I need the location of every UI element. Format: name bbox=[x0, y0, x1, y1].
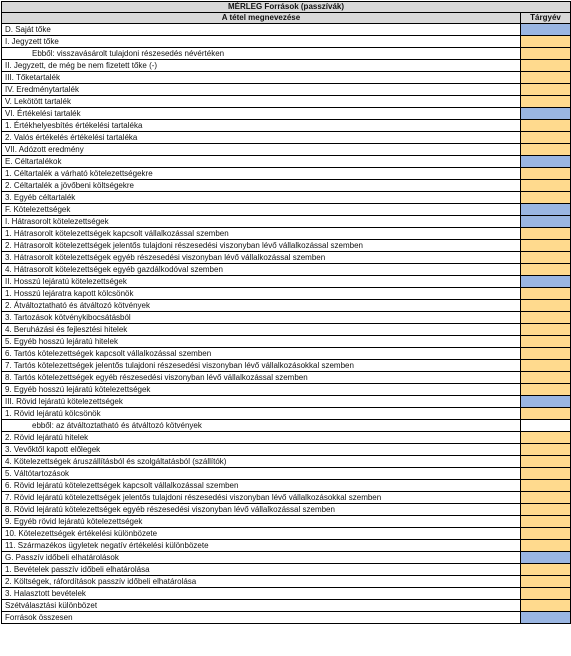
value-cell bbox=[521, 396, 571, 408]
value-cell[interactable] bbox=[521, 240, 571, 252]
value-cell[interactable] bbox=[521, 36, 571, 48]
value-cell[interactable] bbox=[521, 348, 571, 360]
value-cell bbox=[521, 24, 571, 36]
row-label: I. Hátrasorolt kötelezettségek bbox=[2, 216, 521, 228]
table-row bbox=[2, 72, 571, 84]
value-cell[interactable] bbox=[521, 336, 571, 348]
table-row bbox=[2, 588, 571, 600]
table-row bbox=[2, 144, 571, 156]
row-label: 3. Egyéb céltartalék bbox=[2, 192, 521, 204]
value-cell[interactable] bbox=[521, 360, 571, 372]
row-label: 2. Átváltoztatható és átváltozó kötvények bbox=[2, 300, 521, 312]
row-label: 6. Rövid lejáratú kötelezettségek kapcsolt vállalkozással szemben bbox=[2, 480, 521, 492]
row-label: 1. Értékhelyesbítés értékelési tartaléka bbox=[2, 120, 521, 132]
value-cell[interactable] bbox=[521, 60, 571, 72]
value-cell[interactable] bbox=[521, 120, 571, 132]
value-cell[interactable] bbox=[521, 168, 571, 180]
value-cell bbox=[521, 276, 571, 288]
value-cell bbox=[521, 204, 571, 216]
table-row bbox=[2, 216, 571, 228]
table-row bbox=[2, 408, 571, 420]
row-label: E. Céltartalékok bbox=[2, 156, 521, 168]
table-row bbox=[2, 120, 571, 132]
row-label: 2. Céltartalék a jövőbeni költségekre bbox=[2, 180, 521, 192]
table-row bbox=[2, 132, 571, 144]
table-row bbox=[2, 432, 571, 444]
table-row bbox=[2, 156, 571, 168]
row-label: III. Tőketartalék bbox=[2, 72, 521, 84]
table-row bbox=[2, 108, 571, 120]
column-header-year: Tárgyév bbox=[521, 13, 571, 24]
row-label: 1. Hátrasorolt kötelezettségek kapcsolt vállalkozással szemben bbox=[2, 228, 521, 240]
row-label: 1. Rövid lejáratú kölcsönök bbox=[2, 408, 521, 420]
row-label: V. Lekötött tartalék bbox=[2, 96, 521, 108]
value-cell[interactable] bbox=[521, 516, 571, 528]
row-label: Források összesen bbox=[2, 612, 521, 624]
value-cell[interactable] bbox=[521, 528, 571, 540]
value-cell[interactable] bbox=[521, 264, 571, 276]
value-cell[interactable] bbox=[521, 384, 571, 396]
value-cell[interactable] bbox=[521, 444, 571, 456]
value-cell[interactable] bbox=[521, 84, 571, 96]
table-header-row bbox=[2, 13, 571, 24]
table-row bbox=[2, 300, 571, 312]
table-row bbox=[2, 528, 571, 540]
row-label: II. Hosszú lejáratú kötelezettségek bbox=[2, 276, 521, 288]
table-row bbox=[2, 372, 571, 384]
table-row bbox=[2, 468, 571, 480]
value-cell[interactable] bbox=[521, 132, 571, 144]
row-label: 5. Egyéb hosszú lejáratú hitelek bbox=[2, 336, 521, 348]
value-cell[interactable] bbox=[521, 192, 571, 204]
table-row bbox=[2, 456, 571, 468]
value-cell[interactable] bbox=[521, 144, 571, 156]
table-row bbox=[2, 60, 571, 72]
row-label: 1. Céltartalék a várható kötelezettségekre bbox=[2, 168, 521, 180]
table-row bbox=[2, 444, 571, 456]
row-label: 4. Beruházási és fejlesztési hitelek bbox=[2, 324, 521, 336]
table-row bbox=[2, 48, 571, 60]
value-cell[interactable] bbox=[521, 372, 571, 384]
value-cell[interactable] bbox=[521, 492, 571, 504]
table-row bbox=[2, 360, 571, 372]
row-label: Szétválasztási különbözet bbox=[2, 600, 521, 612]
table-row bbox=[2, 204, 571, 216]
row-label: 7. Tartós kötelezettségek jelentős tulajdoni részesedési viszonyban lévő vállalkozásokkal szemben bbox=[2, 360, 521, 372]
value-cell[interactable] bbox=[521, 480, 571, 492]
table-row bbox=[2, 180, 571, 192]
row-label: 5. Váltótartozások bbox=[2, 468, 521, 480]
table-row bbox=[2, 504, 571, 516]
row-label: F. Kötelezettségek bbox=[2, 204, 521, 216]
row-label: IV. Eredménytartalék bbox=[2, 84, 521, 96]
value-cell[interactable] bbox=[521, 576, 571, 588]
table-row bbox=[2, 420, 571, 432]
table-row bbox=[2, 264, 571, 276]
row-label: VI. Értékelési tartalék bbox=[2, 108, 521, 120]
value-cell bbox=[521, 552, 571, 564]
row-label: 3. Tartozások kötvénykibocsátásból bbox=[2, 312, 521, 324]
value-cell[interactable] bbox=[521, 48, 571, 60]
value-cell bbox=[521, 420, 571, 432]
value-cell[interactable] bbox=[521, 300, 571, 312]
row-label: 8. Tartós kötelezettségek egyéb részesedési viszonyban lévő vállalkozással szemben bbox=[2, 372, 521, 384]
table-row bbox=[2, 324, 571, 336]
table-row bbox=[2, 600, 571, 612]
row-label: 9. Egyéb hosszú lejáratú kötelezettségek bbox=[2, 384, 521, 396]
balance-sheet-table bbox=[1, 1, 571, 624]
value-cell bbox=[521, 156, 571, 168]
value-cell[interactable] bbox=[521, 312, 571, 324]
row-label: II. Jegyzett, de még be nem fizetett tőke (-) bbox=[2, 60, 521, 72]
value-cell bbox=[521, 612, 571, 624]
value-cell[interactable] bbox=[521, 564, 571, 576]
value-cell bbox=[521, 108, 571, 120]
row-label: 4. Kötelezettségek áruszállításból és szolgáltatásból (szállítók) bbox=[2, 456, 521, 468]
row-label: I. Jegyzett tőke bbox=[2, 36, 521, 48]
row-label: 3. Hátrasorolt kötelezettségek egyéb részesedési viszonyban lévő vállalkozással szemben bbox=[2, 252, 521, 264]
value-cell[interactable] bbox=[521, 432, 571, 444]
row-label: 4. Hátrasorolt kötelezettségek egyéb gazdálkodóval szemben bbox=[2, 264, 521, 276]
table-row bbox=[2, 348, 571, 360]
row-label: 9. Egyéb rövid lejáratú kötelezettségek bbox=[2, 516, 521, 528]
table-row bbox=[2, 612, 571, 624]
row-label: 7. Rövid lejáratú kötelezettségek jelentős tulajdoni részesedési viszonyban lévő vállalkozásokkal szemben bbox=[2, 492, 521, 504]
row-label: 3. Halasztott bevételek bbox=[2, 588, 521, 600]
table-row bbox=[2, 168, 571, 180]
row-label: 10. Kötelezettségek értékelési különbözete bbox=[2, 528, 521, 540]
row-label: III. Rövid lejáratú kötelezettségek bbox=[2, 396, 521, 408]
table-row bbox=[2, 336, 571, 348]
table-row bbox=[2, 228, 571, 240]
row-label: Ebből: visszavásárolt tulajdoni részesedés névértéken bbox=[2, 48, 521, 60]
value-cell[interactable] bbox=[521, 588, 571, 600]
table-row bbox=[2, 96, 571, 108]
row-label: 3. Vevőktől kapott előlegek bbox=[2, 444, 521, 456]
table-row bbox=[2, 564, 571, 576]
value-cell[interactable] bbox=[521, 252, 571, 264]
value-cell[interactable] bbox=[521, 72, 571, 84]
row-label: VII. Adózott eredmény bbox=[2, 144, 521, 156]
table-row bbox=[2, 24, 571, 36]
table-row bbox=[2, 576, 571, 588]
table-row bbox=[2, 36, 571, 48]
table-row bbox=[2, 288, 571, 300]
value-cell[interactable] bbox=[521, 288, 571, 300]
table-row bbox=[2, 480, 571, 492]
table-row bbox=[2, 240, 571, 252]
table-row bbox=[2, 84, 571, 96]
row-label: G. Passzív időbeli elhatárolások bbox=[2, 552, 521, 564]
table-row bbox=[2, 516, 571, 528]
table-row bbox=[2, 276, 571, 288]
row-label: 2. Rövid lejáratú hitelek bbox=[2, 432, 521, 444]
value-cell[interactable] bbox=[521, 324, 571, 336]
table-row bbox=[2, 312, 571, 324]
row-label: D. Saját tőke bbox=[2, 24, 521, 36]
value-cell bbox=[521, 216, 571, 228]
table-row bbox=[2, 540, 571, 552]
column-header-name: A tétel megnevezése bbox=[2, 13, 521, 24]
row-label: 6. Tartós kötelezettségek kapcsolt vállalkozással szemben bbox=[2, 348, 521, 360]
value-cell[interactable] bbox=[521, 540, 571, 552]
value-cell[interactable] bbox=[521, 180, 571, 192]
value-cell[interactable] bbox=[521, 468, 571, 480]
value-cell[interactable] bbox=[521, 228, 571, 240]
value-cell[interactable] bbox=[521, 408, 571, 420]
value-cell[interactable] bbox=[521, 504, 571, 516]
table-title: MÉRLEG Források (passzívák) bbox=[2, 2, 571, 13]
row-label: 2. Hátrasorolt kötelezettségek jelentős tulajdoni részesedési viszonyban lévő vállalkozással szemben bbox=[2, 240, 521, 252]
table-row bbox=[2, 552, 571, 564]
table-title-row bbox=[2, 2, 571, 13]
row-label: 8. Rövid lejáratú kötelezettségek egyéb részesedési viszonyban lévő vállalkozással szemben bbox=[2, 504, 521, 516]
value-cell[interactable] bbox=[521, 456, 571, 468]
row-label: 1. Bevételek passzív időbeli elhatárolása bbox=[2, 564, 521, 576]
table-row bbox=[2, 384, 571, 396]
table-row bbox=[2, 396, 571, 408]
value-cell[interactable] bbox=[521, 600, 571, 612]
row-label: 2. Valós értékelés értékelési tartaléka bbox=[2, 132, 521, 144]
table-row bbox=[2, 492, 571, 504]
row-label: 2. Költségek, ráfordítások passzív időbeli elhatárolása bbox=[2, 576, 521, 588]
value-cell[interactable] bbox=[521, 96, 571, 108]
row-label: ebből: az átváltoztatható és átváltozó kötvények bbox=[2, 420, 521, 432]
table-row bbox=[2, 192, 571, 204]
table-row bbox=[2, 252, 571, 264]
row-label: 11. Származékos ügyletek negatív értékelési különbözete bbox=[2, 540, 521, 552]
row-label: 1. Hosszú lejáratra kapott kölcsönök bbox=[2, 288, 521, 300]
